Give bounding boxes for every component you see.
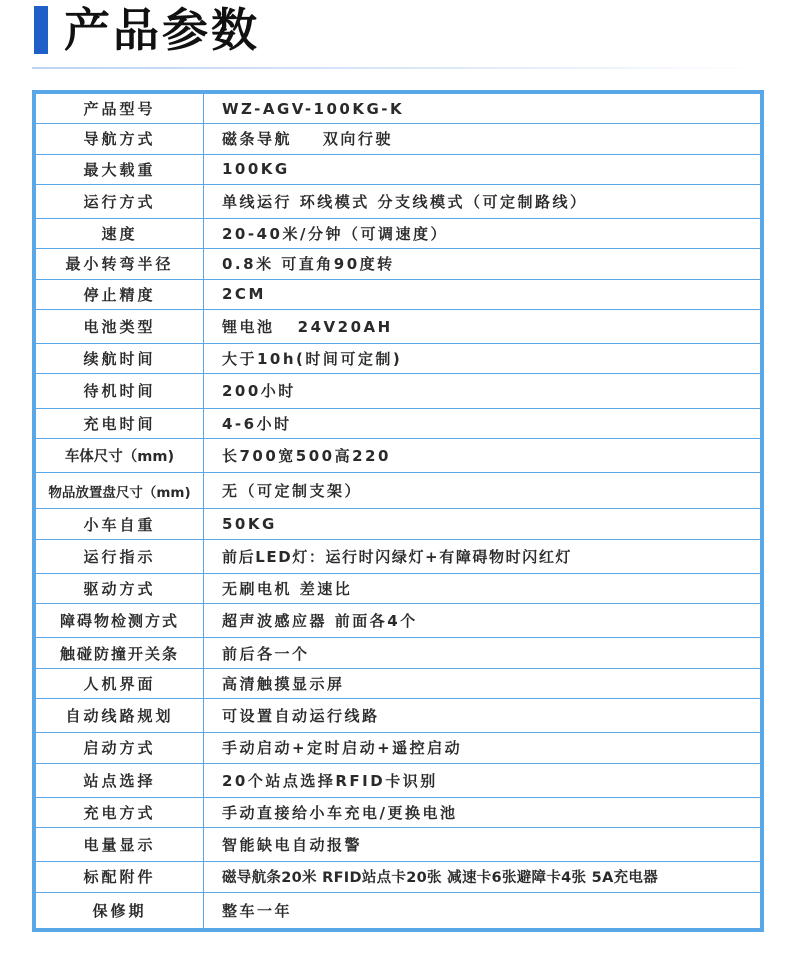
- table-row: [36, 219, 761, 249]
- spec-value: 无刷电机 差速比: [204, 573, 761, 603]
- spec-value: 智能缺电自动报警: [204, 828, 761, 862]
- spec-value: 磁条导航 双向行驶: [204, 124, 761, 154]
- spec-label: 驱动方式: [36, 573, 204, 603]
- spec-label: 充电时间: [36, 408, 204, 438]
- table-row: [36, 309, 761, 343]
- spec-value: 大于10h(时间可定制): [204, 344, 761, 374]
- table-row: [36, 604, 761, 638]
- spec-value: 20-40米/分钟（可调速度）: [204, 219, 761, 249]
- spec-label: 障碍物检测方式: [36, 604, 204, 638]
- spec-label: 小车自重: [36, 509, 204, 539]
- spec-table: [35, 93, 761, 929]
- table-row: [36, 438, 761, 472]
- table-row: [36, 668, 761, 698]
- table-row: [36, 408, 761, 438]
- spec-label: 车体尺寸（mm): [36, 438, 204, 472]
- table-row: [36, 862, 761, 892]
- spec-value: 手动启动+定时启动+遥控启动: [204, 733, 761, 763]
- table-row: [36, 344, 761, 374]
- spec-value: 4-6小时: [204, 408, 761, 438]
- table-row: [36, 154, 761, 184]
- spec-label: 导航方式: [36, 124, 204, 154]
- spec-value: 可设置自动运行线路: [204, 698, 761, 732]
- spec-label: 速度: [36, 219, 204, 249]
- spec-value: 100KG: [204, 154, 761, 184]
- table-row: [36, 573, 761, 603]
- spec-label: 电池类型: [36, 309, 204, 343]
- spec-label: 电量显示: [36, 828, 204, 862]
- spec-value: WZ-AGV-100KG-K: [204, 94, 761, 124]
- spec-label: 触碰防撞开关条: [36, 638, 204, 668]
- spec-label: 待机时间: [36, 374, 204, 408]
- spec-label: 启动方式: [36, 733, 204, 763]
- spec-label: 人机界面: [36, 668, 204, 698]
- table-row: [36, 249, 761, 279]
- table-row: [36, 374, 761, 408]
- spec-value: 手动直接给小车充电/更换电池: [204, 797, 761, 827]
- table-row: [36, 539, 761, 573]
- table-row: [36, 94, 761, 124]
- spec-label: 站点选择: [36, 763, 204, 797]
- spec-value: 50KG: [204, 509, 761, 539]
- table-row: [36, 279, 761, 309]
- table-row: [36, 124, 761, 154]
- spec-label: 运行指示: [36, 539, 204, 573]
- spec-table-frame: [32, 90, 764, 932]
- spec-value: 前后各一个: [204, 638, 761, 668]
- spec-value: 长700宽500高220: [204, 438, 761, 472]
- spec-value: 单线运行 环线模式 分支线模式（可定制路线）: [204, 184, 761, 218]
- table-row: [36, 733, 761, 763]
- spec-value: 200小时: [204, 374, 761, 408]
- spec-label: 保修期: [36, 892, 204, 928]
- spec-value: 高清触摸显示屏: [204, 668, 761, 698]
- table-row: [36, 473, 761, 509]
- spec-label: 标配附件: [36, 862, 204, 892]
- page-title: 产品参数: [64, 3, 260, 57]
- table-row: [36, 797, 761, 827]
- table-row: [36, 763, 761, 797]
- table-row: [36, 638, 761, 668]
- spec-value: 20个站点选择RFID卡识别: [204, 763, 761, 797]
- spec-value: 前后LED灯：运行时闪绿灯+有障碍物时闪红灯: [204, 539, 761, 573]
- table-row: [36, 184, 761, 218]
- header-divider: [32, 67, 764, 69]
- spec-value: 超声波感应器 前面各4个: [204, 604, 761, 638]
- spec-value: 0.8米 可直角90度转: [204, 249, 761, 279]
- table-row: [36, 828, 761, 862]
- table-row: [36, 509, 761, 539]
- spec-value: 无（可定制支架）: [204, 473, 761, 509]
- spec-label: 自动线路规划: [36, 698, 204, 732]
- section-header: [0, 0, 790, 70]
- spec-label: 最小转弯半径: [36, 249, 204, 279]
- spec-value: 2CM: [204, 279, 761, 309]
- spec-value: 锂电池 24V20AH: [204, 309, 761, 343]
- spec-label: 产品型号: [36, 94, 204, 124]
- table-row: [36, 892, 761, 928]
- table-row: [36, 698, 761, 732]
- spec-label: 物品放置盘尺寸（mm): [36, 473, 204, 509]
- spec-label: 续航时间: [36, 344, 204, 374]
- spec-label: 停止精度: [36, 279, 204, 309]
- spec-label: 最大载重: [36, 154, 204, 184]
- spec-value: 磁导航条20米 RFID站点卡20张 减速卡6张避障卡4张 5A充电器: [204, 862, 761, 892]
- spec-value: 整车一年: [204, 892, 761, 928]
- spec-label: 运行方式: [36, 184, 204, 218]
- title-accent-bar: [34, 6, 48, 54]
- spec-label: 充电方式: [36, 797, 204, 827]
